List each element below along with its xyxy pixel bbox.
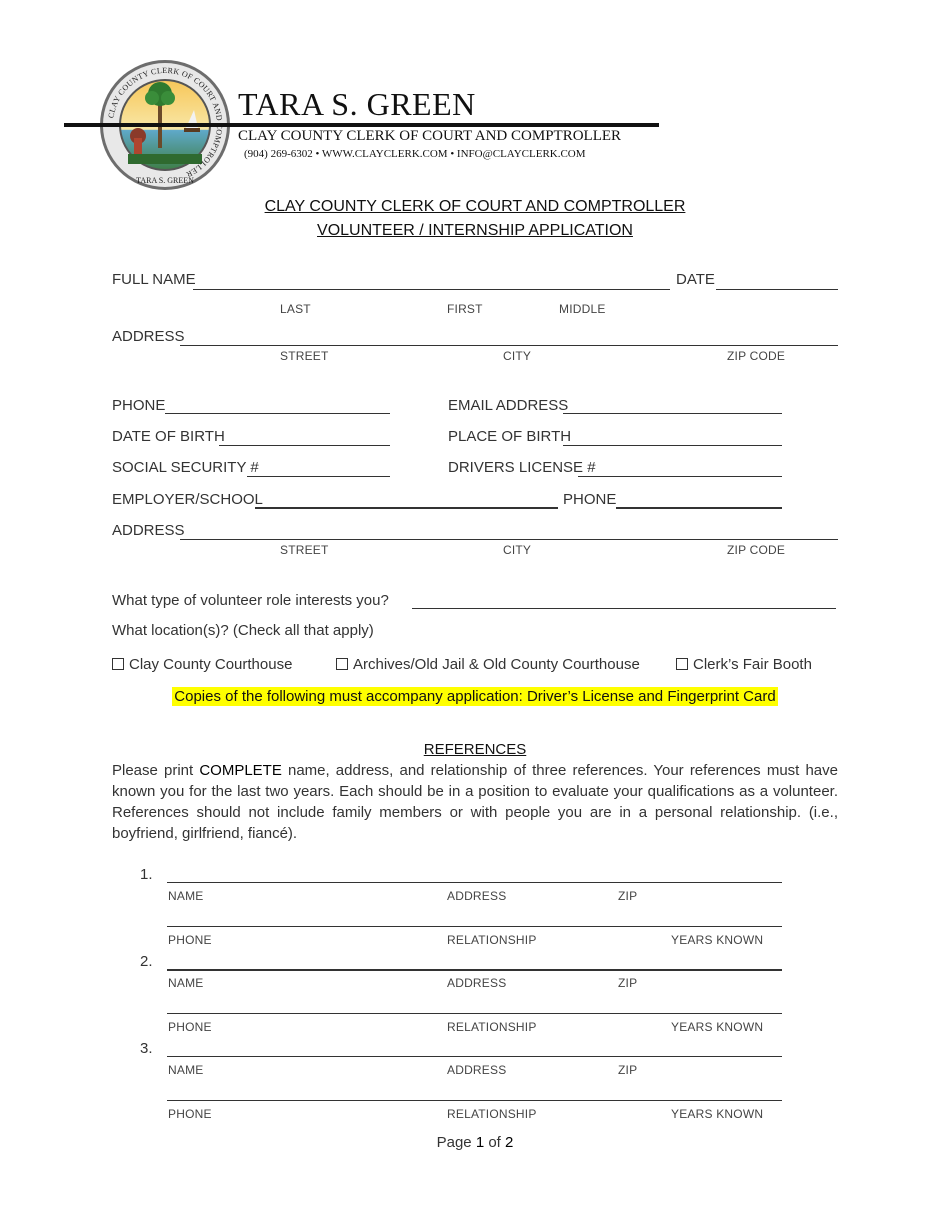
reference-name-field[interactable] <box>167 1056 782 1057</box>
employer-phone-label: PHONE <box>563 491 617 508</box>
form-title-line2: VOLUNTEER / INTERNSHIP APPLICATION <box>317 222 633 239</box>
zip-code-sublabel: ZIP CODE <box>727 349 786 363</box>
email-field[interactable] <box>563 413 782 414</box>
dob-label: DATE OF BIRTH <box>112 428 225 445</box>
email-label: EMAIL ADDRESS <box>448 397 569 414</box>
reference-phone-label: PHONE <box>168 1020 212 1034</box>
dob-field[interactable] <box>219 445 390 446</box>
reference-phone-field[interactable] <box>167 1013 782 1014</box>
role-question: What type of volunteer role interests you? <box>112 592 389 609</box>
reference-years-label: YEARS KNOWN <box>671 933 764 947</box>
reference-address-label: ADDRESS <box>447 976 507 990</box>
page-current: 1 <box>475 1134 485 1151</box>
ssn-label: SOCIAL SECURITY # <box>112 459 259 476</box>
page-total: 2 <box>505 1134 514 1151</box>
references-para-pre: Please print <box>112 762 200 779</box>
reference-name-field[interactable] <box>167 882 782 883</box>
page-word: Page <box>436 1134 472 1151</box>
letterhead-rule <box>64 123 659 127</box>
zip-code-sublabel-2: ZIP CODE <box>727 543 786 557</box>
employer-field[interactable] <box>255 507 558 509</box>
reference-zip-label: ZIP <box>618 889 638 903</box>
city-sublabel: CITY <box>503 349 532 363</box>
pob-label: PLACE OF BIRTH <box>448 428 572 445</box>
seal-bottom-text: TARA S. GREEN <box>136 176 194 185</box>
reference-address-label: ADDRESS <box>447 889 507 903</box>
form-title-line1: CLAY COUNTY CLERK OF COURT AND COMPTROLLER <box>264 198 686 215</box>
reference-phone-label: PHONE <box>168 933 212 947</box>
street-sublabel-2: STREET <box>280 543 329 557</box>
checkbox-icon <box>336 658 348 670</box>
date-label: DATE <box>676 271 715 288</box>
date-field[interactable] <box>716 289 838 290</box>
reference-phone-label: PHONE <box>168 1107 212 1121</box>
notice-row <box>0 688 950 706</box>
location-archives-checkbox[interactable] <box>336 656 640 673</box>
first-sublabel: FIRST <box>447 302 483 316</box>
required-documents-notice: Copies of the following must accompany application: Driver’s License and Fingerprint Card <box>174 688 776 705</box>
dl-label: DRIVERS LICENSE # <box>448 459 596 476</box>
pob-field[interactable] <box>563 445 782 446</box>
reference-zip-label: ZIP <box>618 976 638 990</box>
reference-name-label: NAME <box>168 1063 204 1077</box>
reference-number: 3. <box>140 1040 153 1057</box>
full-name-label: FULL NAME <box>112 271 196 288</box>
page-of-word: of <box>488 1134 501 1151</box>
last-sublabel: LAST <box>280 302 311 316</box>
references-instructions <box>112 760 838 844</box>
reference-name-label: NAME <box>168 976 204 990</box>
location-question: What location(s)? (Check all that apply) <box>112 622 374 639</box>
references-heading: REFERENCES <box>423 741 527 758</box>
phone-field[interactable] <box>165 413 390 414</box>
reference-phone-field[interactable] <box>167 1100 782 1101</box>
checkbox-icon <box>112 658 124 670</box>
checkbox-icon <box>676 658 688 670</box>
reference-number: 2. <box>140 953 153 970</box>
street-sublabel: STREET <box>280 349 329 363</box>
role-field[interactable] <box>412 608 836 609</box>
reference-relationship-label: RELATIONSHIP <box>447 1107 537 1121</box>
ssn-field[interactable] <box>247 476 390 477</box>
reference-address-label: ADDRESS <box>447 1063 507 1077</box>
references-para-bold: COMPLETE <box>199 762 282 779</box>
location-archives-label: Archives/Old Jail & Old County Courthouse <box>353 656 640 673</box>
phone-label: PHONE <box>112 397 166 414</box>
reference-relationship-label: RELATIONSHIP <box>447 933 537 947</box>
reference-years-label: YEARS KNOWN <box>671 1107 764 1121</box>
reference-name-label: NAME <box>168 889 204 903</box>
location-courthouse-label: Clay County Courthouse <box>129 656 293 673</box>
clerk-name: TARA S. GREEN <box>238 86 476 122</box>
reference-phone-field[interactable] <box>167 926 782 927</box>
address-field[interactable] <box>180 345 838 346</box>
reference-number: 1. <box>140 866 153 883</box>
reference-relationship-label: RELATIONSHIP <box>447 1020 537 1034</box>
employer-address-field[interactable] <box>180 539 838 540</box>
location-fair-booth-label: Clerk’s Fair Booth <box>693 656 812 673</box>
address-label: ADDRESS <box>112 328 185 345</box>
location-courthouse-checkbox[interactable] <box>112 656 292 673</box>
reference-years-label: YEARS KNOWN <box>671 1020 764 1034</box>
location-fair-booth-checkbox[interactable] <box>676 656 812 673</box>
page-number <box>0 1134 950 1151</box>
employer-label: EMPLOYER/SCHOOL <box>112 491 263 508</box>
middle-sublabel: MIDDLE <box>559 302 606 316</box>
contact-line: (904) 269-6302 • WWW.CLAYCLERK.COM • INFO@CLAYCLERK.COM <box>244 148 586 160</box>
employer-phone-field[interactable] <box>616 507 782 509</box>
seal-ring-text: CLAY COUNTY CLERK OF COURT AND COMPTROLLER <box>106 65 225 180</box>
references-para-post: name, address, and relationship of three references. Your references must have known you for the last two years. Each should be in a position to evaluate your qualifications as a volunteer. References should not include family members or with people you are in a personal relationship. (i.e., boyfriend, girlfriend, fiancé). <box>112 762 838 842</box>
reference-zip-label: ZIP <box>618 1063 638 1077</box>
office-name: CLAY COUNTY CLERK OF COURT AND COMPTROLLER <box>238 128 622 144</box>
city-sublabel-2: CITY <box>503 543 532 557</box>
employer-address-label: ADDRESS <box>112 522 185 539</box>
full-name-field[interactable] <box>193 289 670 290</box>
reference-name-field[interactable] <box>167 969 782 971</box>
dl-field[interactable] <box>578 476 782 477</box>
